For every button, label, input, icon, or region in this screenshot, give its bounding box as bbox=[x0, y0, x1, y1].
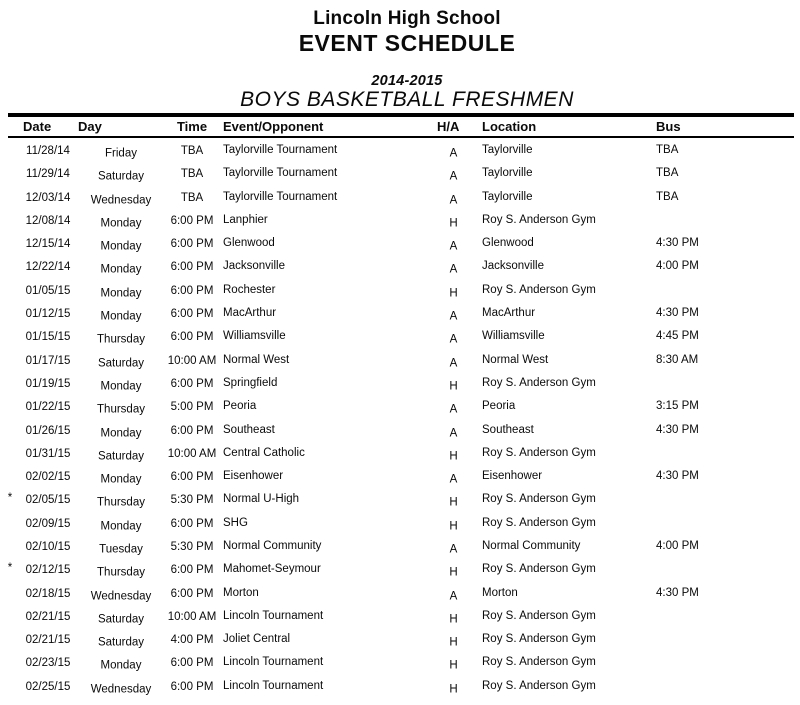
cell-event: Lanphier bbox=[223, 213, 268, 226]
table-row bbox=[0, 186, 800, 209]
cell-location: MacArthur bbox=[482, 307, 536, 320]
cell-ha: A bbox=[449, 194, 458, 207]
cell-bus: 4:30 PM bbox=[656, 237, 699, 250]
cell-event: Normal West bbox=[223, 353, 290, 366]
cell-location: Normal West bbox=[482, 353, 549, 366]
cell-time: 6:00 PM bbox=[170, 284, 214, 297]
cell-ha: H bbox=[449, 287, 458, 300]
cell-event: Taylorville Tournament bbox=[223, 190, 338, 203]
cell-bus: 4:30 PM bbox=[656, 423, 699, 436]
cell-event: Central Catholic bbox=[223, 446, 305, 459]
cell-bus: 4:30 PM bbox=[656, 307, 699, 320]
table-row bbox=[0, 302, 800, 325]
cell-day: Monday bbox=[100, 263, 142, 276]
table-body bbox=[0, 138, 800, 699]
school-name: Lincoln High School bbox=[313, 8, 501, 29]
cell-day: Wednesday bbox=[90, 683, 152, 696]
cell-date: 12/15/14 bbox=[25, 238, 71, 251]
cell-day: Monday bbox=[100, 380, 142, 393]
cell-time: 6:00 PM bbox=[170, 261, 214, 274]
table-row bbox=[0, 419, 800, 442]
cell-date: 01/31/15 bbox=[25, 447, 71, 460]
table-row bbox=[0, 326, 800, 349]
table-row bbox=[0, 396, 800, 419]
cell-day: Saturday bbox=[97, 613, 145, 626]
cell-day: Saturday bbox=[97, 450, 145, 463]
schedule-table bbox=[0, 117, 800, 699]
cell-event: Morton bbox=[223, 586, 259, 599]
cell-time: 5:30 PM bbox=[170, 494, 214, 507]
cell-event: Peoria bbox=[223, 400, 257, 413]
cell-event: Eisenhower bbox=[223, 470, 284, 483]
column-header-day: Day bbox=[78, 119, 102, 135]
cell-date: 02/21/15 bbox=[25, 634, 71, 647]
cell-day: Monday bbox=[100, 217, 142, 230]
cell-ha: H bbox=[449, 380, 458, 393]
cell-ha: H bbox=[449, 520, 458, 533]
cell-time: TBA bbox=[180, 144, 204, 157]
cell-ha: A bbox=[449, 357, 458, 370]
cell-ha: H bbox=[449, 450, 458, 463]
cell-time: 10:00 AM bbox=[167, 610, 217, 623]
table-row bbox=[0, 163, 800, 186]
cell-day: Tuesday bbox=[99, 543, 143, 556]
cell-day: Saturday bbox=[97, 357, 145, 370]
table-row bbox=[0, 279, 800, 302]
cell-time: 10:00 AM bbox=[167, 447, 217, 460]
cell-event: Mahomet-Seymour bbox=[223, 563, 321, 576]
column-header-bus: Bus bbox=[656, 119, 681, 135]
cell-ha: A bbox=[449, 333, 458, 346]
cell-event: Normal Community bbox=[223, 539, 322, 552]
document-title: EVENT SCHEDULE bbox=[298, 30, 516, 56]
cell-ha: A bbox=[449, 263, 458, 276]
cell-bus: 3:15 PM bbox=[656, 400, 699, 413]
cell-event: Lincoln Tournament bbox=[223, 679, 324, 692]
cell-day: Monday bbox=[100, 659, 142, 672]
cell-date: 01/12/15 bbox=[25, 308, 71, 321]
column-header-event: Event/Opponent bbox=[223, 119, 324, 135]
cell-location: Roy S. Anderson Gym bbox=[482, 493, 596, 506]
cell-ha: H bbox=[449, 217, 458, 230]
cell-day: Thursday bbox=[97, 333, 145, 346]
cell-day: Monday bbox=[100, 310, 142, 323]
cell-bus: TBA bbox=[656, 190, 679, 203]
table-row bbox=[0, 489, 800, 512]
cell-time: 6:00 PM bbox=[170, 587, 214, 600]
table-row bbox=[0, 535, 800, 558]
cell-bus: 4:00 PM bbox=[656, 260, 699, 273]
cell-event: Williamsville bbox=[223, 330, 286, 343]
cell-bus: 4:00 PM bbox=[656, 539, 699, 552]
cell-date: 02/05/15 bbox=[25, 494, 71, 507]
cell-location: Glenwood bbox=[482, 237, 534, 250]
table-header-row bbox=[0, 117, 800, 137]
cell-day: Thursday bbox=[97, 566, 145, 579]
cell-ha: H bbox=[449, 636, 458, 649]
cell-bus: TBA bbox=[656, 167, 679, 180]
cell-ha: H bbox=[449, 496, 458, 509]
cell-time: 6:00 PM bbox=[170, 680, 214, 693]
cell-location: Roy S. Anderson Gym bbox=[482, 609, 596, 622]
cell-day: Wednesday bbox=[90, 590, 152, 603]
cell-location: Normal Community bbox=[482, 539, 581, 552]
cell-time: 6:00 PM bbox=[170, 331, 214, 344]
cell-time: 6:00 PM bbox=[170, 657, 214, 670]
asterisk-marker: * bbox=[7, 492, 13, 505]
table-row bbox=[0, 209, 800, 232]
cell-event: Taylorville Tournament bbox=[223, 143, 338, 156]
table-row bbox=[0, 372, 800, 395]
cell-date: 11/29/14 bbox=[26, 168, 70, 181]
column-header-location: Location bbox=[482, 119, 537, 135]
cell-date: 01/05/15 bbox=[25, 284, 71, 297]
cell-day: Wednesday bbox=[90, 194, 152, 207]
cell-ha: A bbox=[449, 403, 458, 416]
cell-time: 6:00 PM bbox=[170, 377, 214, 390]
cell-location: Roy S. Anderson Gym bbox=[482, 656, 596, 669]
cell-date: 01/26/15 bbox=[25, 424, 71, 437]
cell-ha: H bbox=[449, 566, 458, 579]
table-row bbox=[0, 465, 800, 488]
cell-time: TBA bbox=[180, 191, 204, 204]
cell-event: Jacksonville bbox=[223, 260, 285, 273]
cell-ha: H bbox=[449, 659, 458, 672]
cell-location: Southeast bbox=[482, 423, 534, 436]
cell-location: Williamsville bbox=[482, 330, 545, 343]
cell-event: Lincoln Tournament bbox=[223, 656, 324, 669]
table-row bbox=[0, 139, 800, 162]
cell-time: 10:00 AM bbox=[167, 354, 217, 367]
document-header bbox=[0, 0, 800, 110]
cell-ha: H bbox=[449, 613, 458, 626]
cell-ha: A bbox=[449, 240, 458, 253]
cell-day: Monday bbox=[100, 520, 142, 533]
cell-date: 12/03/14 bbox=[25, 191, 71, 204]
cell-time: 6:00 PM bbox=[170, 564, 214, 577]
cell-date: 12/08/14 bbox=[25, 214, 71, 227]
cell-bus: 4:45 PM bbox=[656, 330, 699, 343]
cell-day: Monday bbox=[100, 473, 142, 486]
cell-date: 02/18/15 bbox=[25, 587, 71, 600]
cell-day: Monday bbox=[100, 287, 142, 300]
table-row bbox=[0, 349, 800, 372]
cell-event: Joliet Central bbox=[223, 633, 291, 646]
cell-location: Roy S. Anderson Gym bbox=[482, 516, 596, 529]
cell-event: MacArthur bbox=[223, 307, 277, 320]
cell-day: Monday bbox=[100, 427, 142, 439]
cell-event: Glenwood bbox=[223, 237, 275, 250]
table-row bbox=[0, 256, 800, 279]
table-row bbox=[0, 582, 800, 605]
cell-ha: A bbox=[449, 427, 458, 439]
column-header-ha: H/A bbox=[437, 119, 460, 135]
asterisk-marker: * bbox=[7, 562, 13, 575]
table-row bbox=[0, 652, 800, 675]
cell-location: Roy S. Anderson Gym bbox=[482, 633, 596, 646]
column-header-date: Date bbox=[23, 119, 52, 135]
table-row bbox=[0, 232, 800, 255]
table-row bbox=[0, 512, 800, 535]
cell-bus: 8:30 AM bbox=[656, 353, 699, 366]
cell-location: Jacksonville bbox=[482, 260, 544, 273]
cell-time: TBA bbox=[180, 168, 204, 181]
cell-location: Roy S. Anderson Gym bbox=[482, 563, 596, 576]
cell-event: Rochester bbox=[223, 283, 276, 296]
cell-event: Southeast bbox=[223, 423, 275, 436]
cell-bus: TBA bbox=[656, 143, 679, 156]
cell-date: 02/02/15 bbox=[25, 471, 71, 484]
cell-ha: A bbox=[449, 473, 458, 486]
team-label: BOYS BASKETBALL FRESHMEN bbox=[240, 88, 574, 111]
cell-bus: 4:30 PM bbox=[656, 586, 699, 599]
cell-day: Monday bbox=[100, 240, 142, 253]
cell-location: Roy S. Anderson Gym bbox=[482, 283, 596, 296]
cell-day: Friday bbox=[105, 147, 137, 160]
cell-time: 6:00 PM bbox=[170, 424, 214, 437]
cell-date: 02/12/15 bbox=[25, 564, 71, 577]
cell-location: Roy S. Anderson Gym bbox=[482, 376, 596, 389]
cell-date: 02/23/15 bbox=[25, 657, 71, 670]
cell-location: Roy S. Anderson Gym bbox=[482, 213, 596, 226]
cell-event: SHG bbox=[223, 516, 248, 529]
cell-location: Morton bbox=[482, 586, 518, 599]
cell-date: 02/09/15 bbox=[25, 517, 71, 530]
cell-date: 02/25/15 bbox=[25, 680, 71, 693]
column-header-time: Time bbox=[176, 119, 208, 135]
cell-location: Taylorville bbox=[482, 167, 533, 180]
table-row bbox=[0, 605, 800, 628]
cell-time: 5:00 PM bbox=[170, 401, 214, 414]
cell-time: 6:00 PM bbox=[170, 471, 214, 484]
cell-time: 6:00 PM bbox=[170, 308, 214, 321]
cell-day: Saturday bbox=[97, 636, 145, 649]
cell-location: Roy S. Anderson Gym bbox=[482, 679, 596, 692]
table-row bbox=[0, 442, 800, 465]
cell-day: Saturday bbox=[97, 170, 145, 183]
cell-day: Thursday bbox=[97, 496, 145, 509]
cell-location: Roy S. Anderson Gym bbox=[482, 446, 596, 459]
cell-ha: A bbox=[449, 147, 458, 160]
season-label: 2014-2015 bbox=[371, 73, 443, 89]
cell-date: 01/15/15 bbox=[25, 331, 71, 344]
table-row bbox=[0, 675, 800, 698]
cell-event: Lincoln Tournament bbox=[223, 609, 324, 622]
table-row bbox=[0, 559, 800, 582]
cell-ha: H bbox=[449, 683, 458, 696]
cell-location: Taylorville bbox=[482, 143, 533, 156]
cell-time: 4:00 PM bbox=[170, 634, 214, 647]
cell-date: 02/10/15 bbox=[25, 540, 71, 553]
cell-date: 02/21/15 bbox=[25, 610, 71, 623]
cell-ha: A bbox=[449, 543, 458, 556]
cell-time: 6:00 PM bbox=[170, 238, 214, 251]
table-row bbox=[0, 629, 800, 652]
cell-date: 12/22/14 bbox=[25, 261, 71, 274]
cell-date: 01/17/15 bbox=[25, 354, 71, 367]
cell-ha: A bbox=[449, 590, 458, 603]
cell-time: 6:00 PM bbox=[170, 214, 214, 227]
cell-bus: 4:30 PM bbox=[656, 470, 699, 483]
cell-time: 6:00 PM bbox=[170, 517, 214, 530]
cell-event: Taylorville Tournament bbox=[223, 167, 338, 180]
cell-day: Thursday bbox=[97, 403, 145, 416]
cell-date: 01/22/15 bbox=[25, 401, 71, 414]
cell-location: Eisenhower bbox=[482, 470, 543, 483]
cell-time: 5:30 PM bbox=[170, 540, 214, 553]
cell-date: 01/19/15 bbox=[25, 377, 71, 390]
cell-location: Taylorville bbox=[482, 190, 533, 203]
cell-date: 11/28/14 bbox=[26, 144, 70, 157]
cell-ha: A bbox=[449, 310, 458, 323]
cell-location: Peoria bbox=[482, 400, 516, 413]
cell-event: Normal U-High bbox=[223, 493, 300, 506]
cell-event: Springfield bbox=[223, 376, 278, 389]
cell-ha: A bbox=[449, 170, 458, 183]
